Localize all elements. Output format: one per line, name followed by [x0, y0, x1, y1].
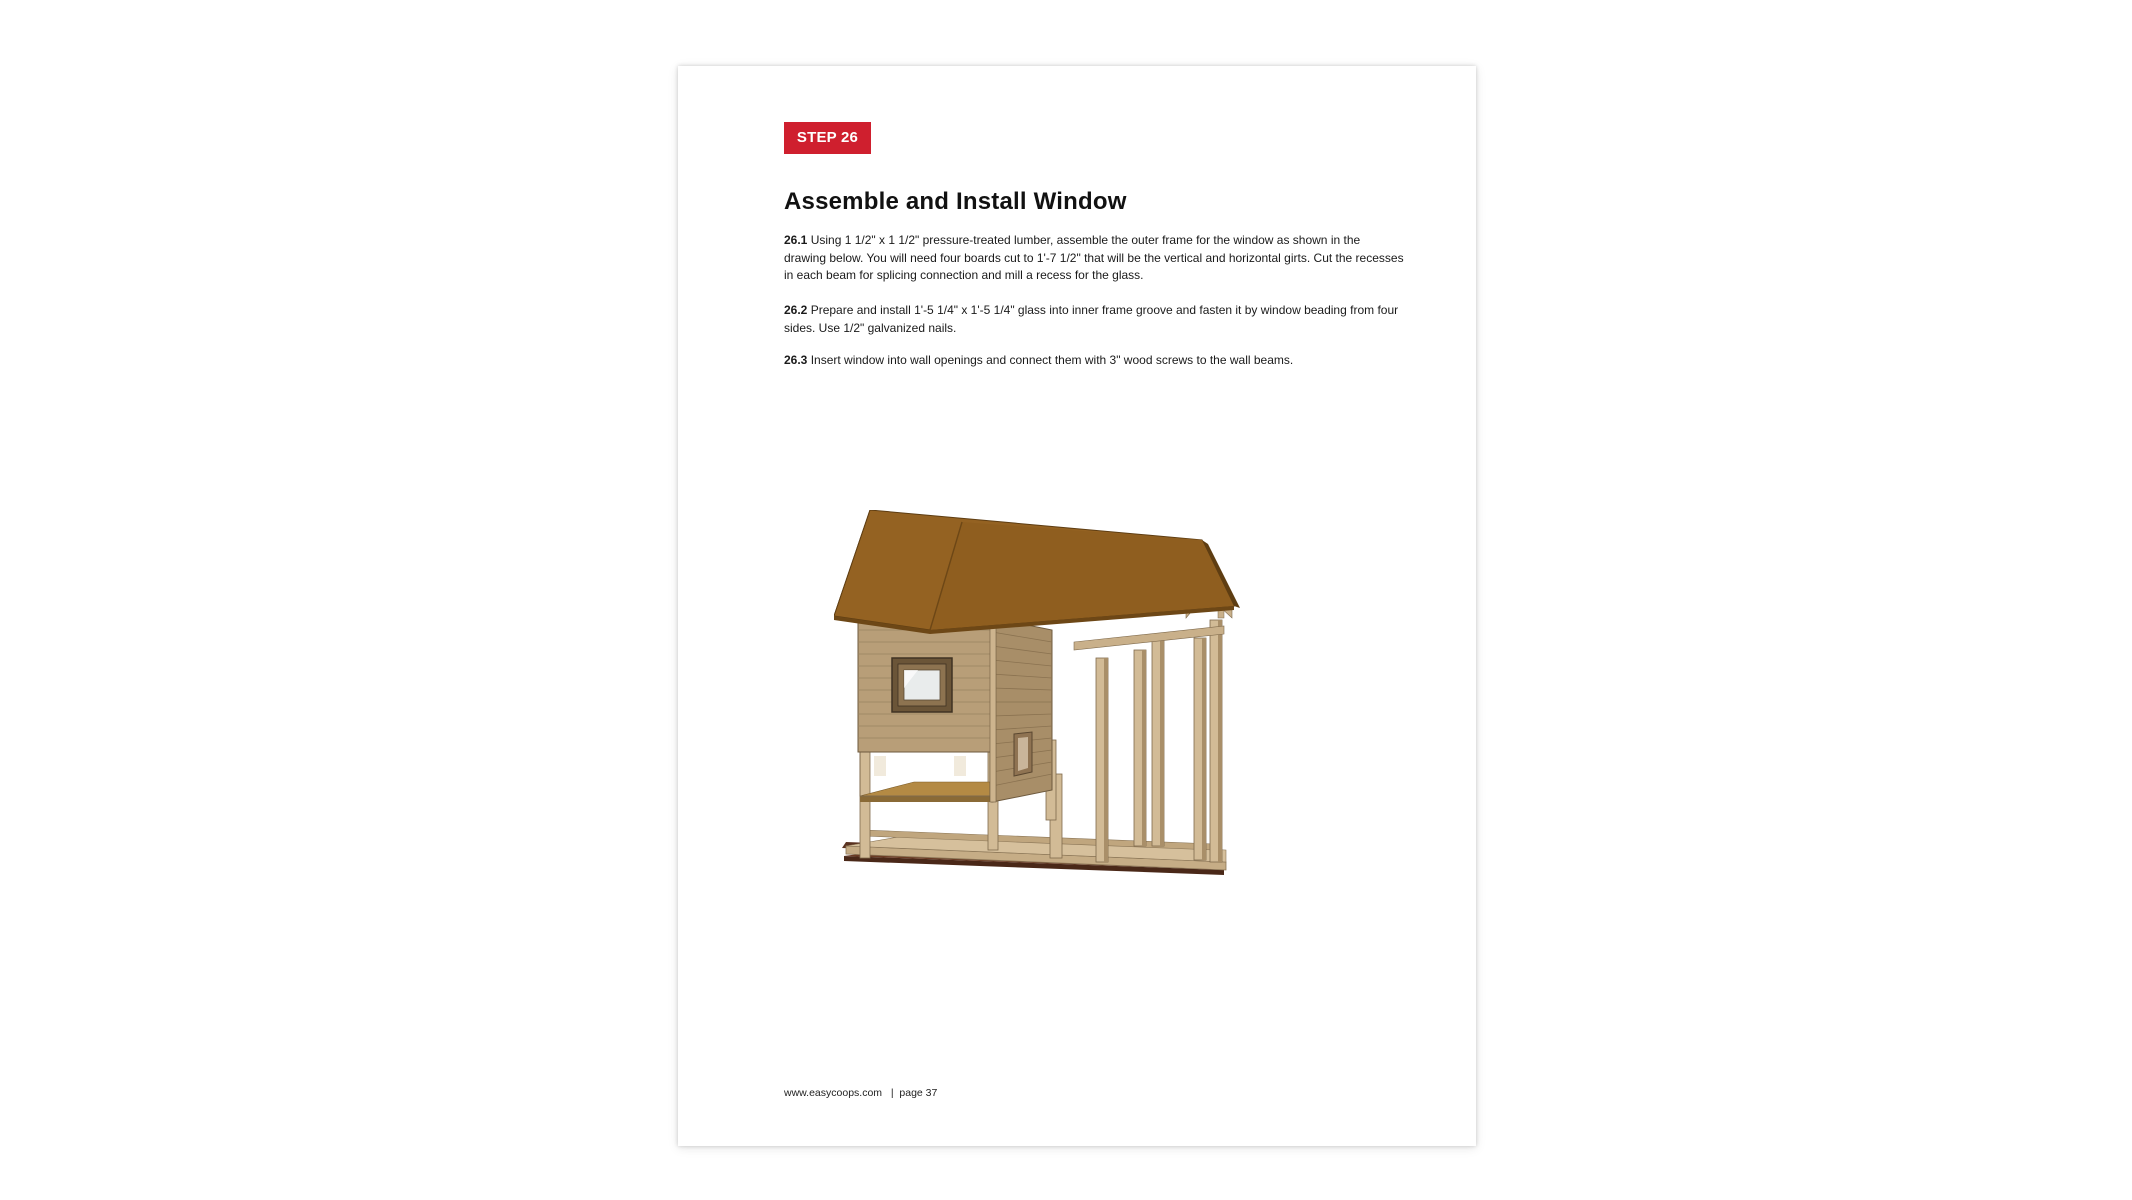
instruction-number: 26.3: [784, 353, 808, 367]
instruction-paragraph-1: [784, 232, 1404, 285]
step-badge: STEP 26: [784, 122, 871, 154]
instruction-number: 26.2: [784, 303, 808, 317]
footer-page-number: page 37: [899, 1087, 938, 1099]
instruction-number: 26.1: [784, 233, 808, 247]
chicken-coop-illustration: [834, 510, 1294, 930]
run-posts: [1050, 620, 1222, 862]
document-page: [678, 66, 1476, 1146]
footer-website-link[interactable]: www.easycoops.com: [784, 1087, 883, 1099]
instruction-text: Prepare and install 1'-5 1/4" x 1'-5 1/4" glass into inner frame groove and fasten it by window beading from four sides. Use 1/2" galvanized nails.: [784, 303, 1399, 335]
page-footer: [784, 1087, 937, 1099]
instruction-text: Insert window into wall openings and connect them with 3" wood screws to the wall beams.: [810, 353, 1294, 367]
page-title: Assemble and Install Window: [784, 188, 1127, 215]
instruction-paragraph-2: [784, 302, 1404, 337]
instruction-paragraph-3: [784, 352, 1404, 370]
footer-separator: |: [890, 1087, 894, 1099]
instruction-text: Using 1 1/2" x 1 1/2" pressure-treated lumber, assemble the outer frame for the window as shown in the drawing below. You will need four boards cut to 1'-7 1/2" that will be the vertical and horizontal girts. Cut the recesses in each beam for splicing connection and mill a recess for the glass.: [784, 233, 1404, 282]
